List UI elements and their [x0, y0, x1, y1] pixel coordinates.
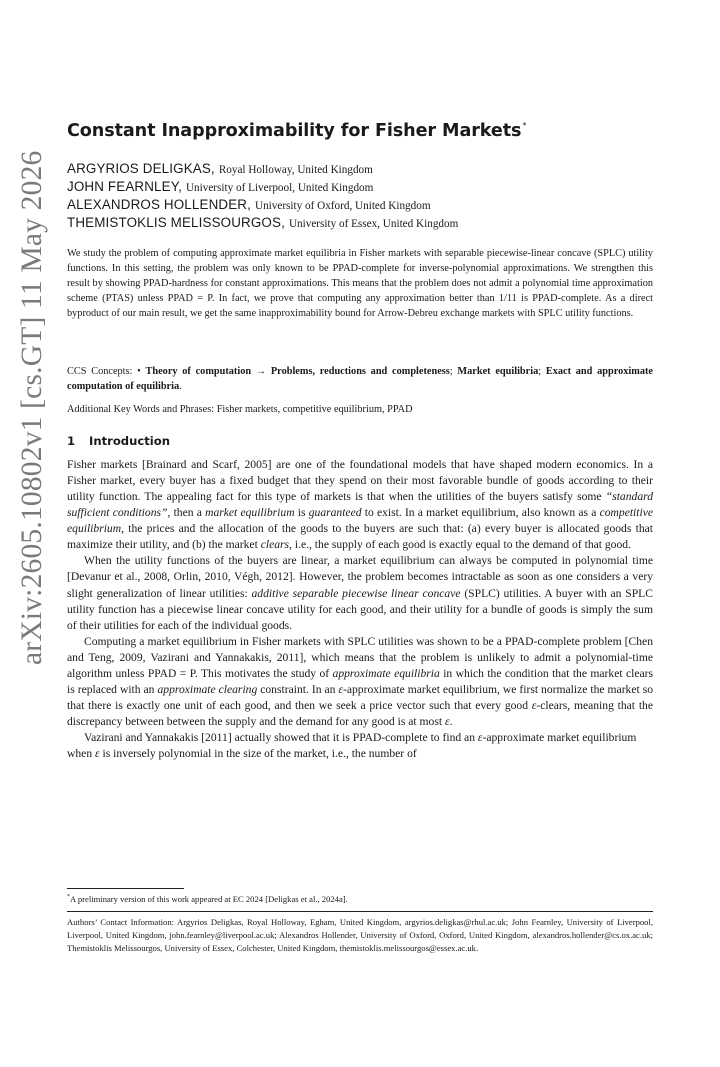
- paragraph: Fisher markets [Brainard and Scarf, 2005] are one of the foundational models that have shaped modern economics. In a Fisher market, every buyer has a fixed budget that they spend on their most favorable bundle of goods according to their utility function. The appealing fact for this type of markets is that when the utilities of the buyers satisfy some “standard sufficient conditions”, then a market equilibrium is guaranteed to exist. In a market equilibrium, also known as a competitive equilibrium, the prices and the allocation of the goods to the buyers are such that: (a) every buyer is allocated goods that maximize their utility, and (b) the market clears, i.e., the supply of each good is exactly equal to the demand of that good.: [67, 458, 654, 552]
- paragraph: Vazirani and Yannakakis [2011] actually showed that it is PPAD-complete to find an ε-approximate market equilibrium when ε is inversely polynomial in the size of the market, i.e., the number of: [67, 731, 637, 761]
- author-name: ALEXANDROS HOLLENDER,: [67, 197, 251, 212]
- ccs-end: .: [179, 381, 182, 393]
- author-affiliation: Royal Holloway, United Kingdom: [218, 164, 373, 176]
- author-name: ARGYRIOS DELIGKAS,: [67, 161, 215, 176]
- ccs-concept: Theory of computation → Problems, reductions and completeness: [145, 366, 450, 377]
- author-affiliation: University of Liverpool, United Kingdom: [185, 182, 374, 194]
- footnote-text: A preliminary version of this work appeared at EC 2024 [Deligkas et al., 2024a].: [70, 894, 348, 904]
- author-contact-info: Authors’ Contact Information: Argyrios Deligkas, Royal Holloway, Egham, United Kingdom, argyrios.deligkas@rhul.ac.uk; John Fearnley, University of Liverpool, Liverpool, United Kingdom, john.fearnley@liverpool.ac.uk; Alexandros Hollender, University of Oxford, Oxford, United Kingdom, alexandros.hollender@cs.ox.ac.uk; Themistoklis Melissourgos, University of Essex, Colchester, United Kingdom, themistoklis.melissourgos@essex.ac.uk.: [67, 917, 653, 954]
- abstract: We study the problem of computing approximate market equilibria in Fisher markets with separable piecewise-linear concave (SPLC) utility functions. In this setting, the problem was only known to be PPAD-complete for inverse-polynomial approximations. We strengthen this result by showing PPAD-hardness for constant approximations. This means that the problem does not admit a polynomial time approximation scheme (PTAS) unless PPAD = P. In fact, we prove that computing any approximation better than 1/11 is PPAD-complete. As a direct byproduct of our main result, we get the same inapproximability bound for Arrow-Debreu exchange markets with SPLC utility functions.: [67, 248, 653, 320]
- author-entry: [67, 160, 653, 178]
- author-entry: [67, 178, 653, 196]
- contact-divider: [67, 911, 653, 912]
- section-title: Introduction: [89, 434, 170, 448]
- section-number: 1: [67, 434, 76, 448]
- paragraph: When the utility functions of the buyers are linear, a market equilibrium can always be computed in polynomial time [Devanur et al., 2008, Orlin, 2010, Végh, 2012]. However, the problem becomes intractable as soon as one considers a very slight generalization of linear utilities: additive separable piecewise linear concave (SPLC) utilities. A buyer with an SPLC utility function has a piecewise linear concave utility for each good, and their utility for a bundle of goods is simply the sum of their utilities for each of the individual goods.: [67, 554, 653, 632]
- arxiv-identifier: arXiv:2605.10802v1 [cs.GT] 11 May 2026: [16, 150, 48, 665]
- footnote: [67, 891, 348, 905]
- author-name: JOHN FEARNLEY,: [67, 179, 182, 194]
- author-affiliation: University of Essex, United Kingdom: [288, 218, 459, 230]
- ccs-separator: ;: [449, 366, 458, 377]
- ccs-concept: Market equilibria: [457, 366, 539, 377]
- title-footnote-mark: *: [522, 121, 527, 130]
- paper-title-text: Constant Inapproximability for Fisher Markets: [67, 121, 522, 141]
- section-heading: [67, 434, 170, 448]
- ccs-concepts: [67, 364, 653, 394]
- author-entry: [67, 214, 653, 232]
- introduction-body: [67, 457, 653, 762]
- author-list: [67, 160, 653, 232]
- author-entry: [67, 196, 653, 214]
- paper-title: [67, 121, 526, 141]
- author-name: THEMISTOKLIS MELISSOURGOS,: [67, 215, 285, 230]
- footnote-divider: [67, 888, 184, 889]
- paragraph: Computing a market equilibrium in Fisher markets with SPLC utilities was shown to be a PPAD-complete problem [Chen and Teng, 2009, Vazirani and Yannakakis, 2011], which means that the problem is unlikely to admit a polynomial-time algorithm unless PPAD = P. This motivates the study of approximate equilibria in which the condition that the market clears is replaced with an approximate clearing constraint. In an ε-approximate market equilibrium, we first normalize the market so that there is exactly one unit of each good, and then we seek a price vector such that every good ε-clears, meaning that the discrepancy between between the supply and the demand for any good is at most ε.: [67, 634, 654, 728]
- ccs-label: CCS Concepts: •: [67, 366, 146, 377]
- ccs-concept: Exact and approximate computation of equilibria: [67, 366, 653, 393]
- author-affiliation: University of Oxford, United Kingdom: [254, 200, 431, 212]
- footnote-mark: *: [67, 894, 70, 900]
- ccs-separator: ;: [538, 366, 546, 377]
- keywords: Additional Key Words and Phrases: Fisher markets, competitive equilibrium, PPAD: [67, 404, 413, 415]
